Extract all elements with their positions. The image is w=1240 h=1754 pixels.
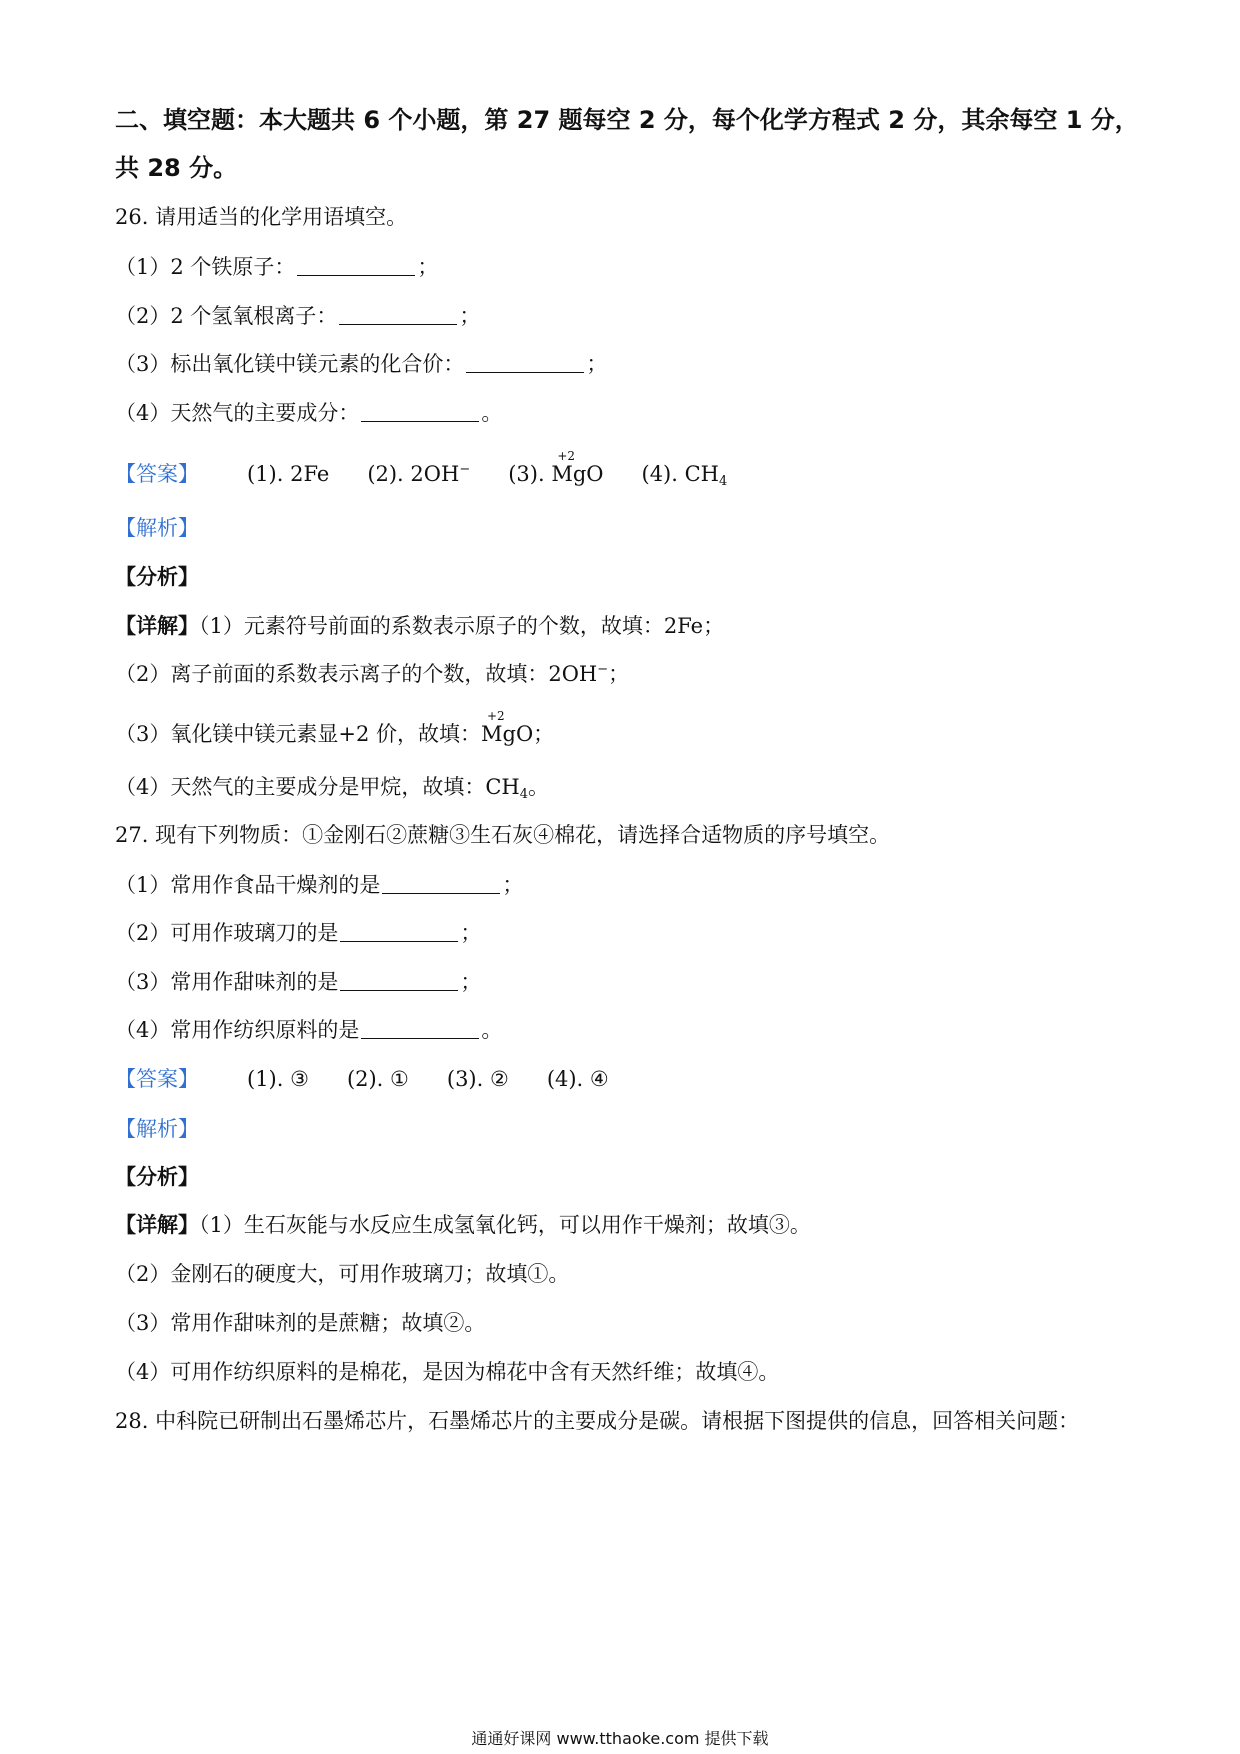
answer-label: 【答案】 (115, 462, 199, 486)
formula-text: MgO (551, 462, 604, 486)
answer-blank (297, 255, 415, 276)
q26-item-4 (115, 399, 502, 427)
q26-detail-2-text: （2）离子前面的系数表示离子的个数，故填：2OH (115, 662, 598, 686)
valence-mark: +2 (487, 709, 505, 723)
q26-item-3 (115, 350, 607, 378)
fenxi-label: 【分析】 (115, 1164, 199, 1189)
q26-answer-3 (508, 449, 604, 488)
q26-item-1 (115, 253, 438, 281)
q26-detail-3-end: ； (533, 722, 555, 746)
q26-item-1-end: ； (417, 255, 439, 279)
q27-stem: 27. 现有下列物质：①金刚石②蔗糖③生石灰④棉花，请选择合适物质的序号填空。 (115, 823, 891, 847)
answer-blank (361, 401, 479, 422)
mgo-valence-formula (551, 449, 604, 486)
q26-item-3-end: ； (586, 352, 608, 376)
page-footer: 通通好课网 www.tthaoke.com 提供下载 (471, 1729, 769, 1748)
q27-answer-1: (1). ③ (247, 1067, 309, 1091)
valence-mark: +2 (557, 449, 576, 463)
q26-item-1-text: （1）2 个铁原子： (115, 255, 296, 279)
q26-item-4-end: 。 (481, 401, 503, 425)
answer-label: 【答案】 (115, 1067, 199, 1091)
answer-blank (340, 970, 458, 991)
section-title-line1: 二、填空题：本大题共 6 个小题，第 27 题每空 2 分，每个化学方程式 2 分，其余每空 1 分， (115, 106, 1139, 134)
q26-answer-2-text: (2). 2OH (367, 462, 460, 486)
analysis-label: 【解析】 (115, 516, 199, 540)
q27-item-3-text: （3）常用作甜味剂的是 (115, 970, 339, 994)
q27-item-4 (115, 1016, 502, 1044)
q28-stem: 28. 中科院已研制出石墨烯芯片，石墨烯芯片的主要成分是碳。请根据下图提供的信息，回答相关问题： (115, 1409, 1080, 1433)
q27-answer-3: (3). ② (446, 1067, 509, 1091)
q26-detail-3-text: （3）氧化镁中镁元素显+2 价，故填： (115, 722, 481, 746)
q27-answer-line (115, 1065, 647, 1093)
q26-answer-1: (1). 2Fe (247, 462, 330, 486)
q26-detail-1 (115, 612, 724, 640)
q26-answer-4-text: (4). CH (641, 462, 719, 486)
q26-item-4-text: （4）天然气的主要成分： (115, 401, 360, 425)
q26-detail-3 (115, 709, 555, 748)
q26-answer-4 (642, 460, 728, 488)
answer-blank (361, 1018, 479, 1039)
q27-detail-2: （2）金刚石的硬度大，可用作玻璃刀；故填①。 (115, 1262, 570, 1286)
answer-blank (466, 352, 584, 373)
q27-item-4-text: （4）常用作纺织原料的是 (115, 1018, 360, 1042)
q27-item-4-end: 。 (481, 1018, 503, 1042)
detail-label: 【详解】 (115, 613, 199, 638)
q27-item-2-end: ； (460, 921, 482, 945)
q27-item-1 (115, 871, 523, 899)
q27-detail-1 (115, 1211, 811, 1239)
fenxi-label: 【分析】 (115, 564, 199, 589)
q26-item-2-end: ； (459, 304, 481, 328)
q26-detail-2-charge: − (597, 662, 609, 677)
q27-item-1-text: （1）常用作食品干燥剂的是 (115, 873, 381, 897)
answer-blank (382, 873, 500, 894)
q27-detail-3: （3）常用作甜味剂的是蔗糖；故填②。 (115, 1311, 486, 1335)
q27-detail-1-text: （1）生石灰能与水反应生成氢氧化钙，可以用作干燥剂；故填③。 (199, 1213, 811, 1237)
q27-item-3-end: ； (460, 970, 482, 994)
q26-item-3-text: （3）标出氧化镁中镁元素的化合价： (115, 352, 465, 376)
q27-item-3 (115, 968, 481, 996)
q26-item-2-text: （2）2 个氢氧根离子： (115, 304, 338, 328)
q27-detail-4: （4）可用作纺织原料的是棉花，是因为棉花中含有天然纤维；故填④。 (115, 1360, 780, 1384)
q26-detail-2-end: ； (608, 662, 630, 686)
q26-detail-2 (115, 660, 629, 688)
q27-answer-2: (2). ① (346, 1067, 409, 1091)
detail-label: 【详解】 (115, 1212, 199, 1237)
mgo-valence-formula (481, 709, 534, 746)
q26-detail-1-text: （1）元素符号前面的系数表示原子的个数，故填：2Fe； (199, 614, 725, 638)
section-title-line2: 共 28 分。 (115, 154, 238, 182)
q26-item-2 (115, 302, 480, 330)
q27-answer-4: (4). ④ (546, 1067, 609, 1091)
q26-detail-4 (115, 773, 549, 801)
q26-detail-4-text: （4）天然气的主要成分是甲烷，故填：CH (115, 775, 520, 799)
q26-answer-2-charge: − (459, 462, 471, 477)
q26-stem: 26. 请用适当的化学用语填空。 (115, 205, 408, 229)
q26-answer-line (115, 449, 765, 489)
q27-item-1-end: ； (502, 873, 524, 897)
answer-blank (340, 921, 458, 942)
q26-answer-3-text: (3). (508, 462, 545, 486)
q26-answer-2 (367, 460, 470, 488)
q27-item-2-text: （2）可用作玻璃刀的是 (115, 921, 339, 945)
answer-blank (339, 304, 457, 325)
formula-text: MgO (481, 722, 534, 746)
q26-answer-4-subscript: 4 (718, 474, 728, 489)
analysis-label: 【解析】 (115, 1117, 199, 1141)
q26-detail-4-end: 。 (528, 775, 550, 799)
q26-detail-4-subscript: 4 (519, 787, 529, 802)
q27-item-2 (115, 919, 481, 947)
